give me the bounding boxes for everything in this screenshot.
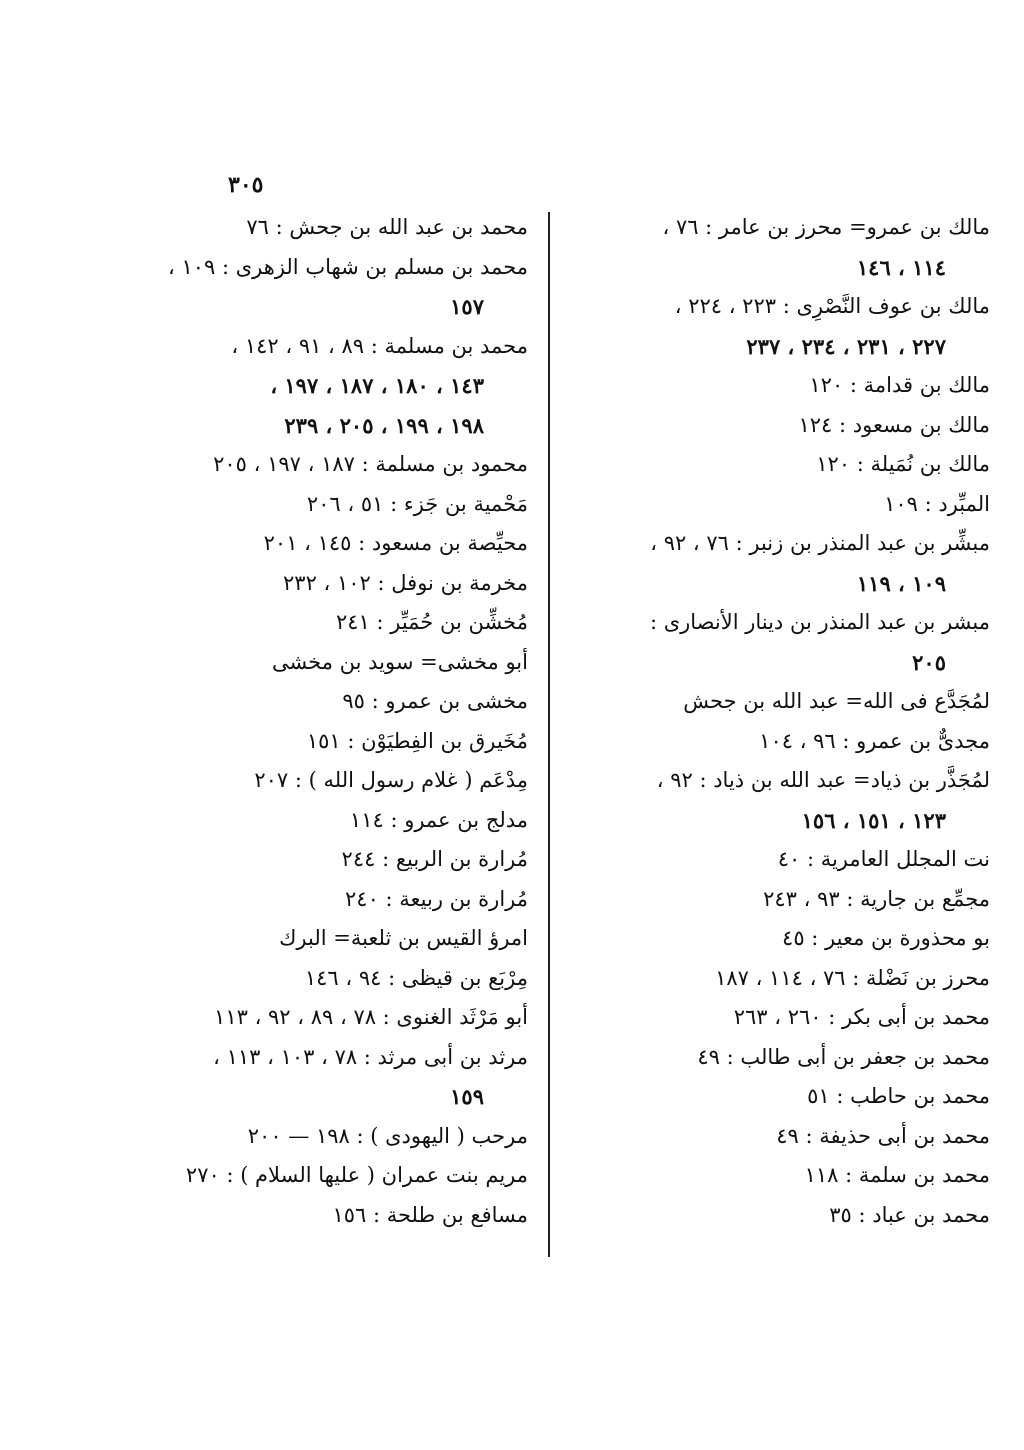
index-entry: المبِّرد : ١٠٩ <box>884 491 990 516</box>
index-entry: مالك بن مسعود : ١٢٤ <box>798 412 990 437</box>
index-entry: مِدْعَم ( غلام رسول الله ) : ٢٠٧ <box>254 768 528 792</box>
index-entry: مدلج بن عمرو : ١١٤ <box>349 807 528 832</box>
index-entry: محمد بن حاطب : ٥١ <box>807 1084 990 1108</box>
index-entry-continuation: ١٠٩ ، ١١٩ <box>856 570 946 596</box>
index-entry: بو محذورة بن معير : ٤٥ <box>782 926 990 950</box>
index-entry: مسافع بن طلحة : ١٥٦ <box>332 1202 528 1227</box>
index-entry: مجمِّع بن جارية : ٩٣ ، ٢٤٣ <box>763 886 990 911</box>
page-number: ٣٠٥ <box>228 172 264 198</box>
index-entry: محمد بن سلمة : ١١٨ <box>804 1163 990 1187</box>
index-column-right <box>572 208 990 1235</box>
index-entry: مخرمة بن نوفل : ١٠٢ ، ٢٣٢ <box>283 570 528 595</box>
index-entry: مبشِّر بن عبد المنذر بن زنبر : ٧٦ ، ٩٢ ، <box>650 531 990 555</box>
index-entry: امرؤ القيس بن ثلعبة= البرك <box>279 926 528 950</box>
index-entry: محمود بن مسلمة : ١٨٧ ، ١٩٧ ، ٢٠٥ <box>213 452 528 476</box>
index-entry-continuation: ١٩٨ ، ١٩٩ ، ٢٠٥ ، ٢٣٩ <box>284 412 484 438</box>
index-entry: محمد بن مسلم بن شهاب الزهرى : ١٠٩ ، <box>168 254 528 279</box>
index-entry: محرز بن نَضْلة : ٧٦ ، ١١٤ ، ١٨٧ <box>715 965 990 990</box>
index-entry: مُرارة بن الربيع : ٢٤٤ <box>341 847 528 871</box>
index-entry-continuation: ١٥٧ <box>450 294 484 319</box>
index-entry: أبو مخشى= سويد بن مخشى <box>271 649 528 674</box>
index-entry-continuation: ١١٤ ، ١٤٦ <box>856 254 946 280</box>
index-entry: مرثد بن أبى مرثد : ٧٨ ، ١٠٣ ، ١١٣ ، <box>213 1044 528 1069</box>
index-entry: مالك بن نُمَيلة : ١٢٠ <box>816 452 990 476</box>
index-entry: مالك بن قدامة : ١٢٠ <box>809 373 990 397</box>
index-entry-continuation: ٢٠٥ <box>912 649 946 675</box>
index-entry: أبو مَرْثَد الغنوى : ٧٨ ، ٨٩ ، ٩٢ ، ١١٣ <box>214 1005 528 1029</box>
index-entry: محمد بن عباد : ٣٥ <box>829 1202 990 1227</box>
index-entry-continuation: ١٢٣ ، ١٥١ ، ١٥٦ <box>801 807 946 833</box>
index-column-left <box>168 208 528 1235</box>
index-entry: مالك بن عوف النَّصْرِى : ٢٢٣ ، ٢٢٤ ، <box>674 294 990 318</box>
index-entry: مرحب ( اليهودى ) : ١٩٨ — ٢٠٠ <box>247 1123 528 1148</box>
index-entry: مَحْمية بن جَزء : ٥١ ، ٢٠٦ <box>306 491 528 516</box>
index-entry: نت المجلل العامرية : ٤٠ <box>777 847 990 871</box>
index-entry: محمد بن عبد الله بن جحش : ٧٦ <box>246 215 528 239</box>
index-entry: لمُجَذَّر بن ذياد= عبد الله بن ذياد : ٩٢ ، <box>656 768 990 792</box>
index-entry: مريم بنت عمران ( عليها السلام ) : ٢٧٠ <box>185 1163 528 1187</box>
index-entry: مُخشِّن بن حُمَيِّر : ٢٤١ <box>335 610 528 634</box>
index-entry-continuation: ٢٢٧ ، ٢٣١ ، ٢٣٤ ، ٢٣٧ <box>746 333 946 359</box>
index-entry: مجدىٌّ بن عمرو : ٩٦ ، ١٠٤ <box>759 728 990 753</box>
index-entry: محمد بن جعفر بن أبى طالب : ٤٩ <box>697 1044 990 1069</box>
index-entry-continuation: ١٥٩ <box>450 1084 484 1109</box>
index-entry: مُرارة بن ربيعة : ٢٤٠ <box>345 886 528 911</box>
index-entry: مُخَيرق بن الفِطيَوْن : ١٥١ <box>306 728 528 753</box>
index-entry: محيِّصة بن مسعود : ١٤٥ ، ٢٠١ <box>263 531 528 555</box>
index-entry: مبشر بن عبد المنذر بن دينار الأنصارى : <box>649 610 990 634</box>
column-divider <box>548 212 550 1257</box>
index-entry: مِرْبَع بن قيظى : ٩٤ ، ١٤٦ <box>304 965 528 990</box>
index-entry: لمُجَدَّع فى الله= عبد الله بن جحش <box>683 689 990 713</box>
index-entry: محمد بن مسلمة : ٨٩ ، ٩١ ، ١٤٢ ، <box>231 333 528 358</box>
index-entry: محمد بن أبى بكر : ٢٦٠ ، ٢٦٣ <box>733 1005 990 1029</box>
index-entry: مخشى بن عمرو : ٩٥ <box>342 689 528 713</box>
index-entry: محمد بن أبى حذيفة : ٤٩ <box>776 1123 990 1148</box>
index-entry: مالك بن عمرو= محرز بن عامر : ٧٦ ، <box>662 215 990 239</box>
index-entry-continuation: ١٤٣ ، ١٨٠ ، ١٨٧ ، ١٩٧ ، <box>270 373 484 398</box>
